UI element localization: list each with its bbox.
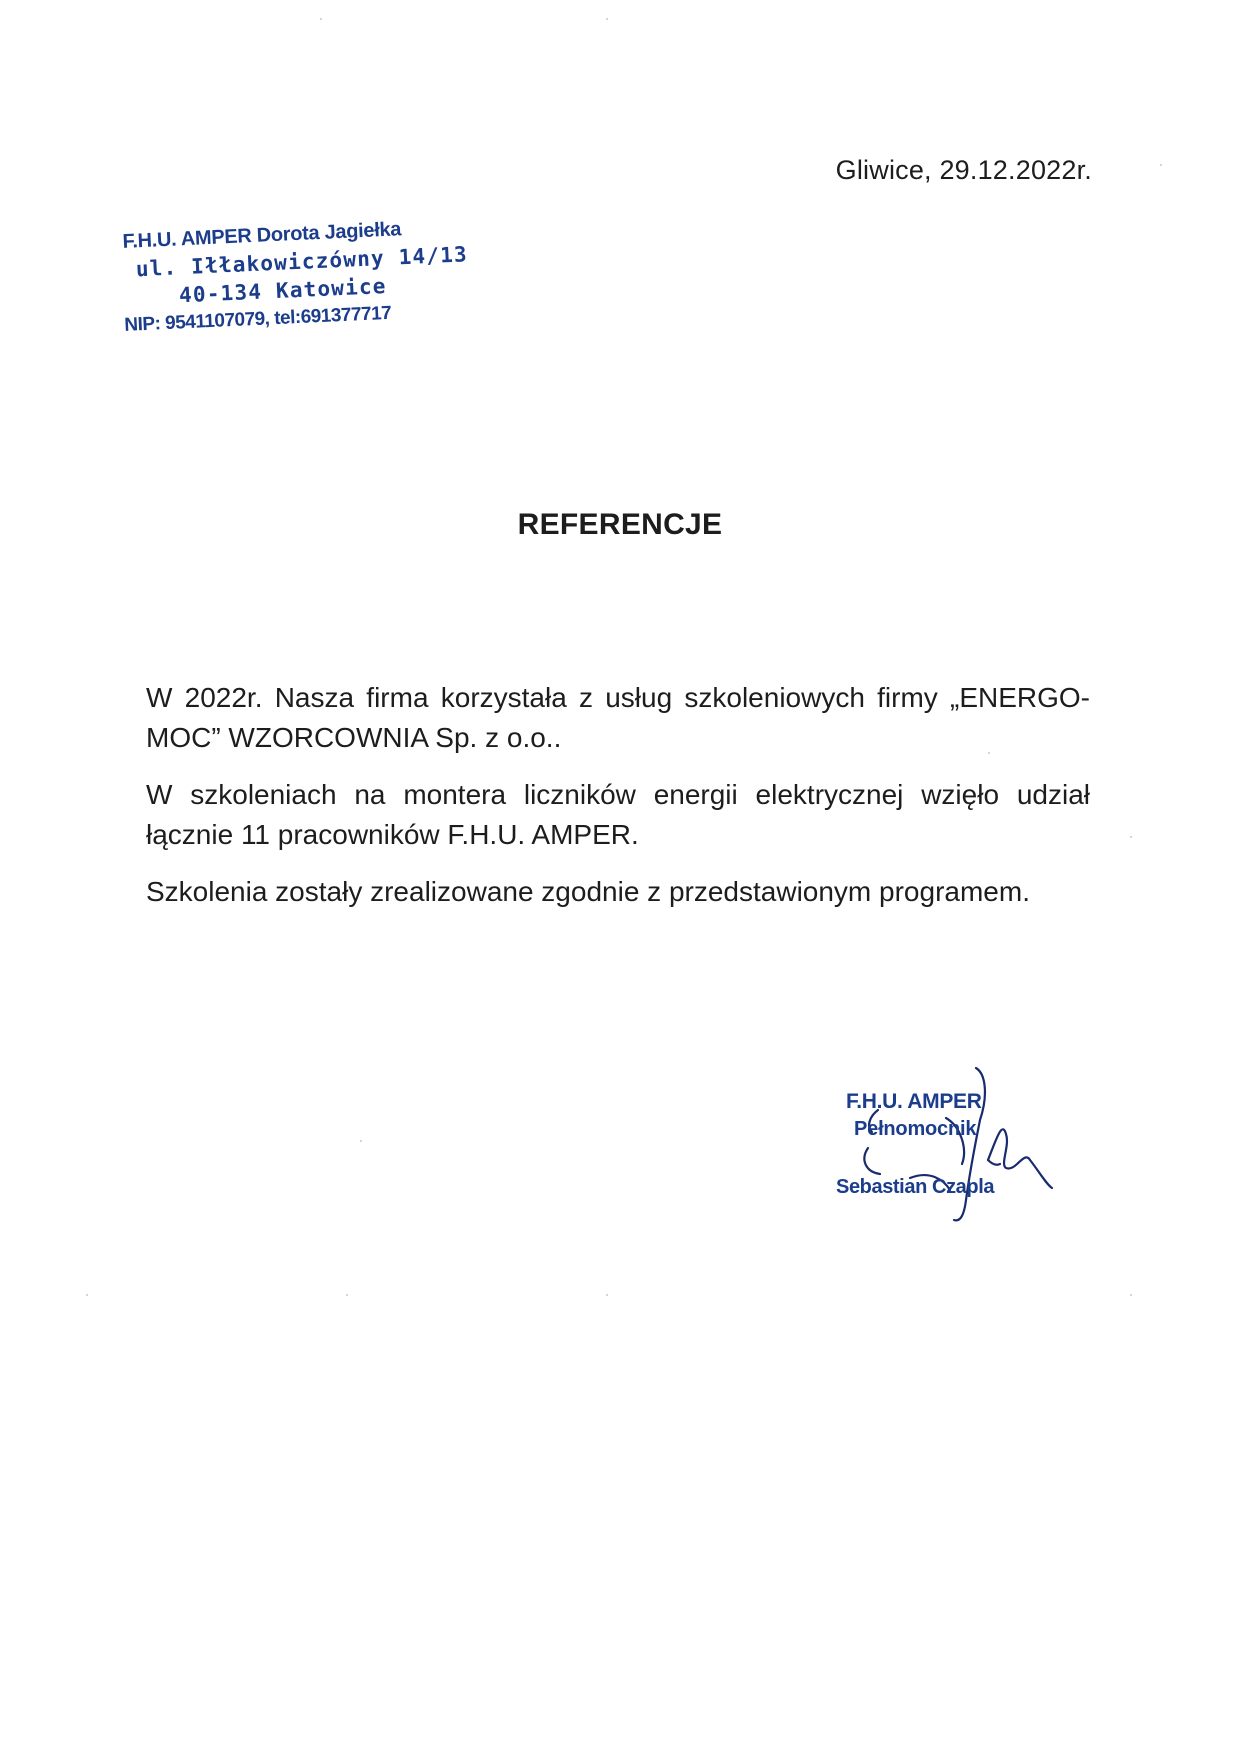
paragraph-2: W szkoleniach na montera liczników energii elektrycznej wzięło udział łącznie 11 pracowników F.H.U. AMPER. [146, 779, 1090, 850]
scan-speck [86, 1294, 88, 1296]
stamp-tax-id: NIP: 9541107079, tel:691377717 [123, 302, 392, 336]
scan-speck [1160, 164, 1162, 166]
signature-stamp-name: Sebastian Czapla [836, 1176, 995, 1198]
document-body [146, 678, 1090, 929]
document-title: REFERENCJE [517, 508, 723, 541]
stamp-company-name: F.H.U. AMPER Dorota Jagiełka [122, 218, 402, 253]
company-stamp [120, 214, 469, 339]
paragraph-1: W 2022r. Nasza firma korzystała z usług szkoleniowych firmy „ENERGO-MOC” WZORCOWNIA Sp. z o.o.. [146, 682, 1090, 753]
scan-speck [346, 1294, 348, 1296]
date-line: Gliwice, 29.12.2022r. [835, 155, 1092, 185]
scan-speck [1130, 1294, 1132, 1296]
signature-stamp-company: F.H.U. AMPER [846, 1090, 982, 1113]
scan-speck [606, 18, 608, 20]
scan-speck [606, 1294, 608, 1296]
scan-speck [360, 1140, 362, 1142]
scan-speck [320, 18, 322, 20]
stamp-city: 40-134 Katowice [178, 273, 388, 308]
handwritten-signature [820, 1060, 1080, 1230]
signature-stamp-role: Pełnomocnik [854, 1118, 977, 1140]
paragraph-3: Szkolenia zostały zrealizowane zgodnie z przedstawionym programem. [146, 876, 1030, 907]
scan-speck [1130, 836, 1132, 838]
scan-speck [988, 752, 990, 754]
stamp-street: ul. Iłłakowiczówny 14/13 [135, 242, 469, 282]
